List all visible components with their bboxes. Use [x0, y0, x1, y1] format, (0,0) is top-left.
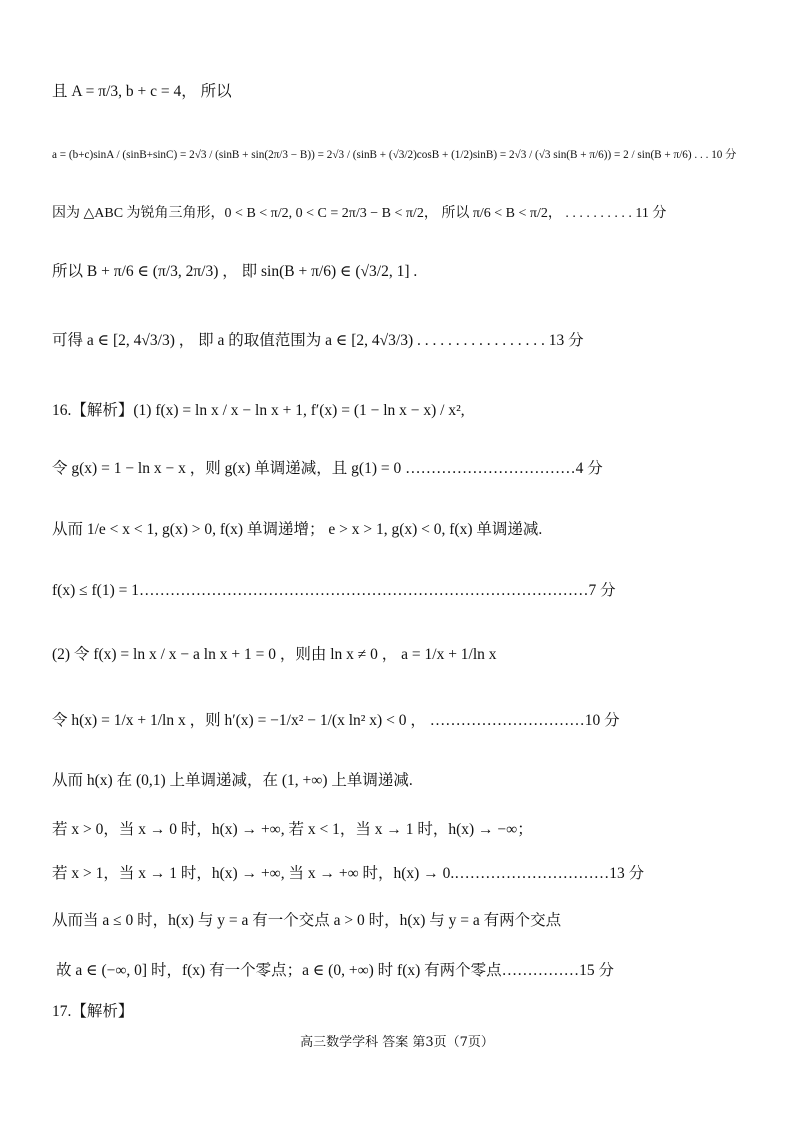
problem-17-header: 17.【解析】 — [52, 1003, 134, 1020]
line-11: 令 h(x) = 1/x + 1/ln x ，则 h′(x) = −1/x² − 1/(x ln² x) < 0 ， …………………………10 分 — [52, 712, 620, 729]
line-4: 所以 B + π/6 ∈ (π/3, 2π/3) ， 即 sin(B + π/6) ∈ (√3/2, 1] . — [52, 263, 418, 280]
line-7: 令 g(x) = 1 − ln x − x ，则 g(x) 单调递减，且 g(1) = 0 ……………………………4 分 — [52, 460, 603, 477]
line-15: 从而当 a ≤ 0 时，h(x) 与 y = a 有一个交点 a > 0 时，h(x) 与 y = a 有两个交点 — [52, 912, 562, 929]
problem-16-part1: 16.【解析】(1) f(x) = ln x / x − ln x + 1, f′(x) = (1 − ln x − x) / x², — [52, 402, 465, 419]
line-2: a = (b+c)sinA / (sinB+sinC) = 2√3 / (sinB + sin(2π/3 − B)) = 2√3 / (sinB + (√3/2)cosB + (1/2)sinB) = 2√3 / (√3 sin(B + π/6)) = 2 / sin(B + π/6) . . . 10 分 — [52, 149, 737, 161]
line-13: 若 x > 0，当 x → 0 时，h(x) → +∞, 若 x < 1，当 x → 1 时，h(x) → −∞； — [52, 821, 533, 838]
line-14: 若 x > 1，当 x → 1 时，h(x) → +∞, 当 x → +∞ 时，h(x) → 0.…………………………13 分 — [52, 865, 645, 882]
line-5: 可得 a ∈ [2, 4√3/3) ， 即 a 的取值范围为 a ∈ [2, 4√3/3) . . . . . . . . . . . . . . . . . 13 分 — [52, 332, 584, 349]
line-16: 故 a ∈ (−∞, 0] 时，f(x) 有一个零点；a ∈ (0, +∞) 时 f(x) 有两个零点……………15 分 — [56, 962, 615, 979]
line-8: 从而 1/e < x < 1, g(x) > 0, f(x) 单调递增； e > x > 1, g(x) < 0, f(x) 单调递减. — [52, 521, 543, 538]
line-12: 从而 h(x) 在 (0,1) 上单调递减，在 (1, +∞) 上单调递减. — [52, 772, 413, 789]
problem-16-part2: (2) 令 f(x) = ln x / x − a ln x + 1 = 0 ，则由 ln x ≠ 0 ， a = 1/x + 1/ln x — [52, 646, 497, 663]
line-9: f(x) ≤ f(1) = 1……………………………………………………………………………7 分 — [52, 582, 616, 599]
line-3: 因为 △ABC 为锐角三角形，0 < B < π/2, 0 < C = 2π/3 − B < π/2， 所以 π/6 < B < π/2， . . . . . . . . . . 11 分 — [52, 206, 667, 221]
line-1: 且 A = π/3, b + c = 4， 所以 — [52, 83, 232, 100]
page-footer: 高三数学学科 答案 第3页（7页） — [300, 1035, 494, 1050]
